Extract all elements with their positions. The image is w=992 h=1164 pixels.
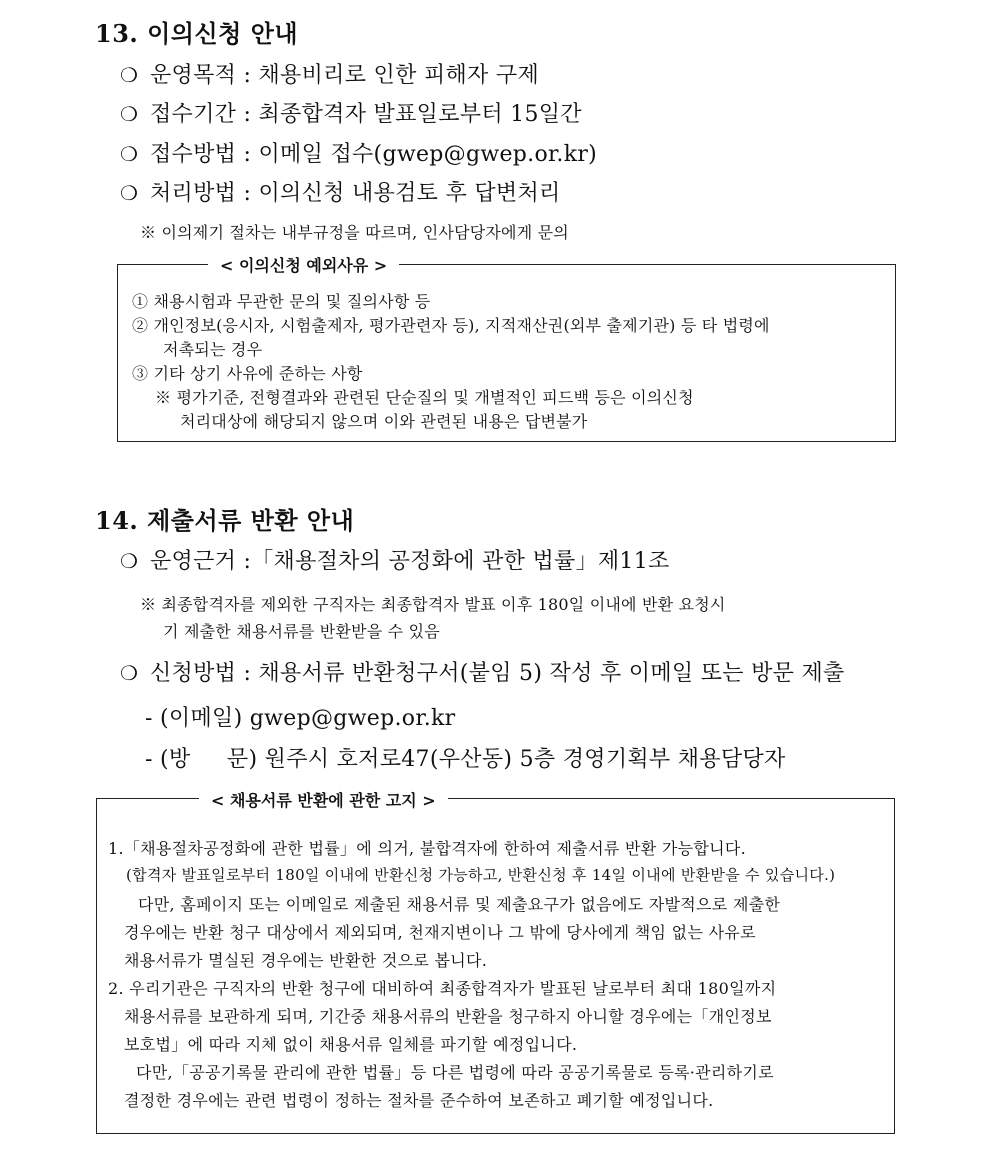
circle-bullet-icon: ❍	[120, 661, 139, 685]
s14-box-line: 보호법」에 따라 지체 없이 채용서류 일체를 파기할 예정입니다.	[124, 1035, 578, 1054]
s14-box-line: 채용서류가 멸실된 경우에는 반환한 것으로 봅니다.	[124, 951, 488, 970]
s14-item-basis	[120, 544, 670, 575]
s13-box-line: 저촉되는 경우	[163, 340, 263, 359]
s13-box-line: ② 개인정보(응시자, 시험출제자, 평가관련자 등), 지적재산권(외부 출제기관) 등 타 법령에	[132, 316, 770, 335]
section-14-title: 14. 제출서류 반환 안내	[95, 506, 355, 535]
circle-bullet-icon: ❍	[120, 142, 139, 166]
s14-box-line: 다만, 홈페이지 또는 이메일로 제출된 채용서류 및 제출요구가 없음에도 자발적으로 제출한	[138, 895, 781, 914]
s13-note: ※ 이의제기 절차는 내부규정을 따르며, 인사담당자에게 문의	[140, 223, 569, 242]
s14-note-line: ※ 최종합격자를 제외한 구직자는 최종합격자 발표 이후 180일 이내에 반환 요청시	[140, 595, 726, 614]
s13-item-purpose	[120, 58, 539, 89]
s13-item-process	[120, 176, 561, 207]
s13-item-method	[120, 137, 597, 168]
s14-visit-line: - (방 문) 원주시 호저로47(우산동) 5층 경영기획부 채용담당자	[145, 747, 786, 772]
s13-item-text: 접수방법 : 이메일 접수(gwep@gwep.or.kr)	[150, 142, 598, 167]
circle-bullet-icon: ❍	[120, 181, 139, 205]
s13-exception-box-title: < 이의신청 예외사유 >	[208, 253, 399, 276]
s14-box-line: 다만,「공공기록물 관리에 관한 법률」등 다른 법령에 따라 공공기록물로 등록·관리하기로	[136, 1063, 774, 1082]
s13-box-line: ① 채용시험과 무관한 문의 및 질의사항 등	[132, 292, 431, 311]
s14-email-line: - (이메일) gwep@gwep.or.kr	[145, 706, 456, 731]
circle-bullet-icon: ❍	[120, 102, 139, 126]
s13-item-text: 접수기간 : 최종합격자 발표일로부터 15일간	[150, 102, 582, 127]
s14-box-line: (합격자 발표일로부터 180일 이내에 반환신청 가능하고, 반환신청 후 14일 이내에 반환받을 수 있습니다.)	[126, 866, 836, 884]
s13-item-text: 처리방법 : 이의신청 내용검토 후 답변처리	[150, 181, 561, 206]
section-13-title: 13. 이의신청 안내	[95, 19, 299, 48]
circle-bullet-icon: ❍	[120, 63, 139, 87]
s14-item-text: 신청방법 : 채용서류 반환청구서(붙임 5) 작성 후 이메일 또는 방문 제출	[150, 661, 845, 686]
s13-item-text: 운영목적 : 채용비리로 인한 피해자 구제	[150, 63, 540, 88]
s14-box-line: 경우에는 반환 청구 대상에서 제외되며, 천재지변이나 그 밖에 당사에게 책임 없는 사유로	[124, 923, 756, 942]
s14-item-apply	[120, 656, 845, 687]
s14-item-text: 운영근거 :「채용절차의 공정화에 관한 법률」제11조	[150, 549, 670, 574]
s13-box-line: ※ 평가기준, 전형결과와 관련된 단순질의 및 개별적인 피드백 등은 이의신청	[155, 388, 694, 407]
circle-bullet-icon: ❍	[120, 549, 139, 573]
s14-note-line: 기 제출한 채용서류를 반환받을 수 있음	[163, 622, 440, 641]
s14-notice-box-title: < 채용서류 반환에 관한 고지 >	[199, 788, 448, 811]
s14-box-line: 결정한 경우에는 관련 법령이 정하는 절차를 준수하여 보존하고 폐기할 예정입니다.	[124, 1091, 714, 1110]
s14-box-line: 1.「채용절차공정화에 관한 법률」에 의거, 불합격자에 한하여 제출서류 반환 가능합니다.	[108, 839, 747, 858]
s13-item-period	[120, 97, 582, 128]
s14-box-line: 채용서류를 보관하게 되며, 기간중 채용서류의 반환을 청구하지 아니할 경우에는「개인정보	[124, 1007, 772, 1026]
s13-box-line: ③ 기타 상기 사유에 준하는 사항	[132, 364, 363, 383]
s14-box-line: 2. 우리기관은 구직자의 반환 청구에 대비하여 최종합격자가 발표된 날로부터 최대 180일까지	[108, 979, 777, 998]
s13-box-line: 처리대상에 해당되지 않으며 이와 관련된 내용은 답변불가	[180, 412, 588, 431]
